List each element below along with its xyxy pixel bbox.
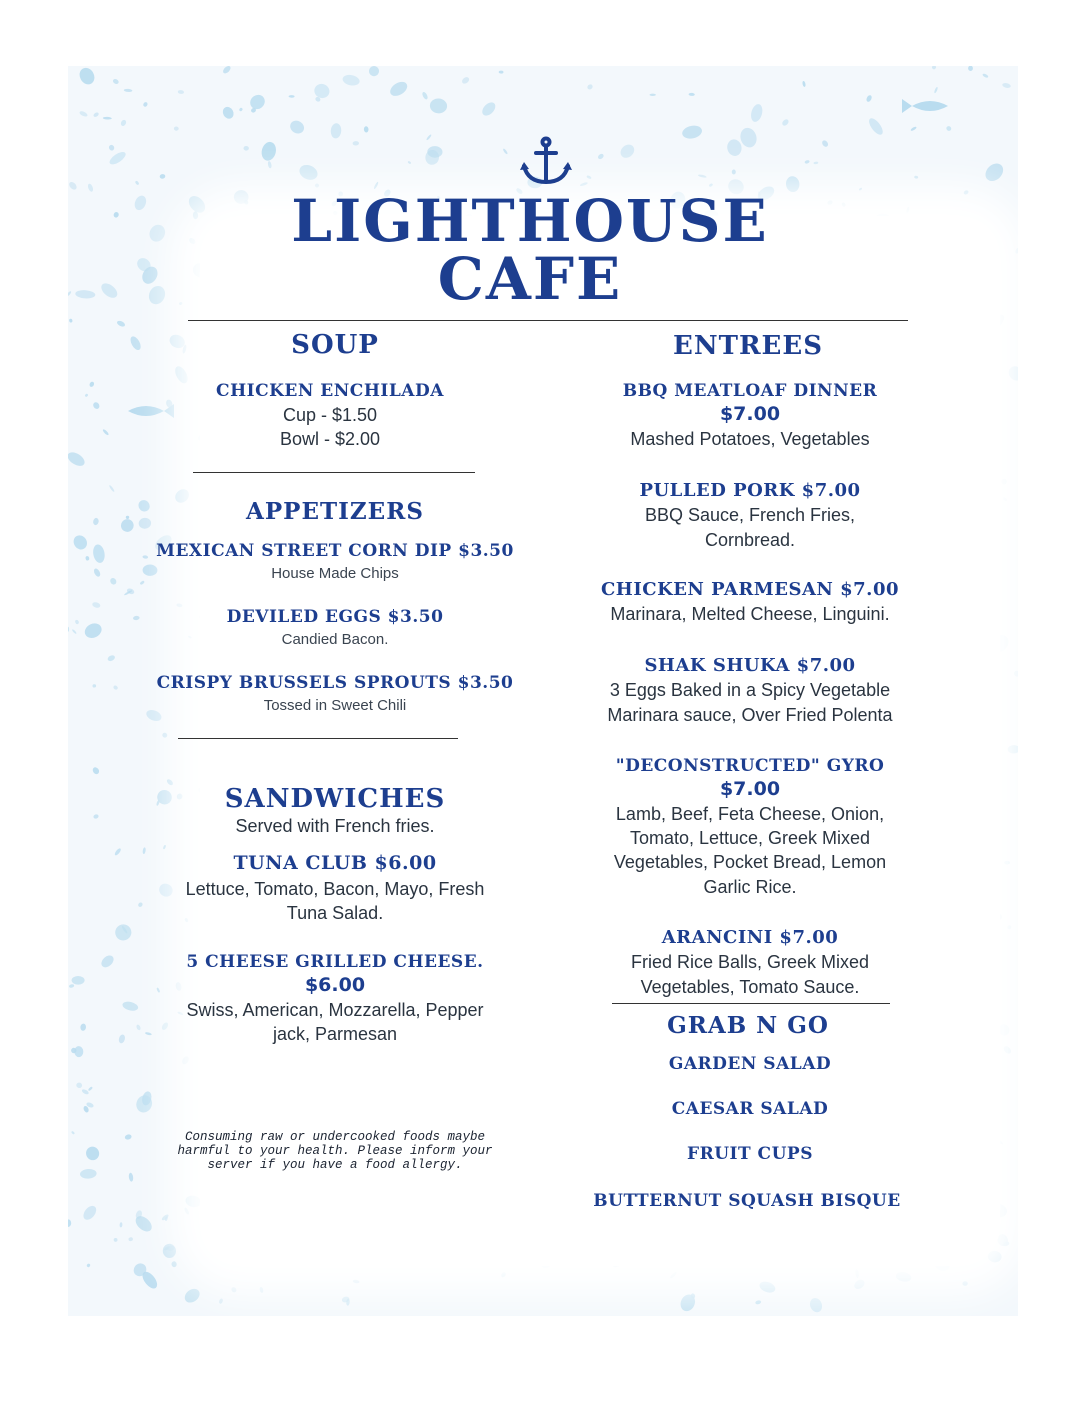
entree-name: ARANCINI $7.00	[661, 927, 839, 948]
entree-desc: Vegetables, Pocket Bread, Lemon	[613, 852, 887, 873]
grab-n-go-item: FRUIT CUPS	[687, 1144, 813, 1164]
sandwich-desc: jack, Parmesan	[272, 1023, 398, 1044]
sandwich-desc: Swiss, American, Mozzarella, Pepper	[186, 999, 484, 1020]
entree-desc: Tomato, Lettuce, Greek Mixed	[629, 827, 871, 848]
entree-name: "DECONSTRUCTED" GYRO	[615, 756, 885, 776]
entree-desc: Cornbread.	[704, 529, 796, 550]
entree-item	[560, 578, 940, 627]
entree-price: $7.00	[719, 402, 781, 425]
food-allergy-disclaimer	[150, 1130, 520, 1172]
appetizers-heading: APPETIZERS	[246, 498, 424, 525]
sandwich-desc: Lettuce, Tomato, Bacon, Mayo, Fresh	[185, 878, 485, 899]
entree-price: $7.00	[719, 777, 781, 800]
disclaimer-line: Consuming raw or undercooked foods maybe	[184, 1130, 486, 1144]
appetizer-item	[140, 540, 530, 584]
soup-bowl-price: Bowl - $2.00	[279, 429, 381, 450]
entree-name: CHICKEN PARMESAN $7.00	[600, 579, 899, 600]
disclaimer-line: harmful to your health. Please inform your	[177, 1144, 493, 1158]
cafe-title-line1: LIGHTHOUSE	[291, 187, 769, 255]
entree-item	[560, 479, 940, 552]
grab-n-go-heading: GRAB N GO	[667, 1012, 829, 1039]
entree-item	[560, 926, 940, 999]
sandwiches-heading: SANDWICHES	[224, 784, 446, 814]
entree-desc: Mashed Potatoes, Vegetables	[630, 428, 870, 449]
appetizer-desc: Tossed in Sweet Chili	[263, 696, 407, 714]
appetizer-desc: Candied Bacon.	[281, 630, 389, 648]
appetizer-item	[140, 672, 530, 716]
appetizers-divider	[178, 738, 458, 739]
soup-divider	[193, 472, 475, 473]
entrees-heading: ENTREES	[673, 331, 823, 361]
soup-heading: SOUP	[291, 330, 379, 360]
grab-n-go-item: BUTTERNUT SQUASH BISQUE	[593, 1191, 901, 1211]
sandwich-item	[140, 951, 530, 1046]
entree-desc: Vegetables, Tomato Sauce.	[640, 976, 860, 997]
entree-item	[560, 380, 940, 451]
soup-cup-price: Cup - $1.50	[282, 404, 378, 425]
appetizer-desc: House Made Chips	[271, 564, 399, 582]
title-divider	[188, 320, 908, 321]
entree-name: SHAK SHUKA $7.00	[644, 655, 856, 676]
sandwich-name: TUNA CLUB $6.00	[233, 852, 437, 874]
grab-n-go-item: CAESAR SALAD	[671, 1099, 829, 1119]
entrees-divider	[612, 1003, 890, 1004]
entree-desc: BBQ Sauce, French Fries,	[644, 505, 856, 526]
sandwiches-subheading: Served with French fries.	[235, 816, 435, 836]
entree-desc: Marinara, Melted Cheese, Linguini.	[610, 604, 890, 625]
sandwich-desc: Tuna Salad.	[286, 902, 384, 923]
entree-desc: Fried Rice Balls, Greek Mixed	[630, 952, 870, 973]
entree-desc: Garlic Rice.	[703, 876, 797, 897]
entree-desc: Lamb, Beef, Feta Cheese, Onion,	[615, 803, 885, 824]
cafe-title-line2: CAFE	[437, 245, 623, 313]
sandwich-price: $6.00	[304, 973, 366, 996]
entree-desc: Marinara sauce, Over Fried Polenta	[607, 704, 893, 725]
entree-name: BBQ MEATLOAF DINNER	[622, 381, 878, 401]
appetizer-name: DEVILED EGGS $3.50	[226, 607, 444, 627]
anchor-icon	[518, 136, 574, 188]
grab-n-go-item: GARDEN SALAD	[668, 1054, 832, 1074]
entree-item	[560, 755, 940, 899]
soup-name: CHICKEN ENCHILADA	[216, 381, 444, 401]
appetizer-item	[140, 606, 530, 650]
sandwich-item	[140, 851, 530, 925]
sandwich-name: 5 CHEESE GRILLED CHEESE.	[186, 952, 484, 972]
disclaimer-line: server if you have a food allergy.	[207, 1158, 463, 1172]
appetizer-name: CRISPY BRUSSELS SPROUTS $3.50	[156, 673, 514, 693]
entree-item	[560, 654, 940, 727]
entree-desc: 3 Eggs Baked in a Spicy Vegetable	[609, 680, 891, 701]
entree-name: PULLED PORK $7.00	[639, 480, 861, 501]
appetizer-name: MEXICAN STREET CORN DIP $3.50	[156, 541, 514, 561]
soup-item	[155, 380, 505, 452]
